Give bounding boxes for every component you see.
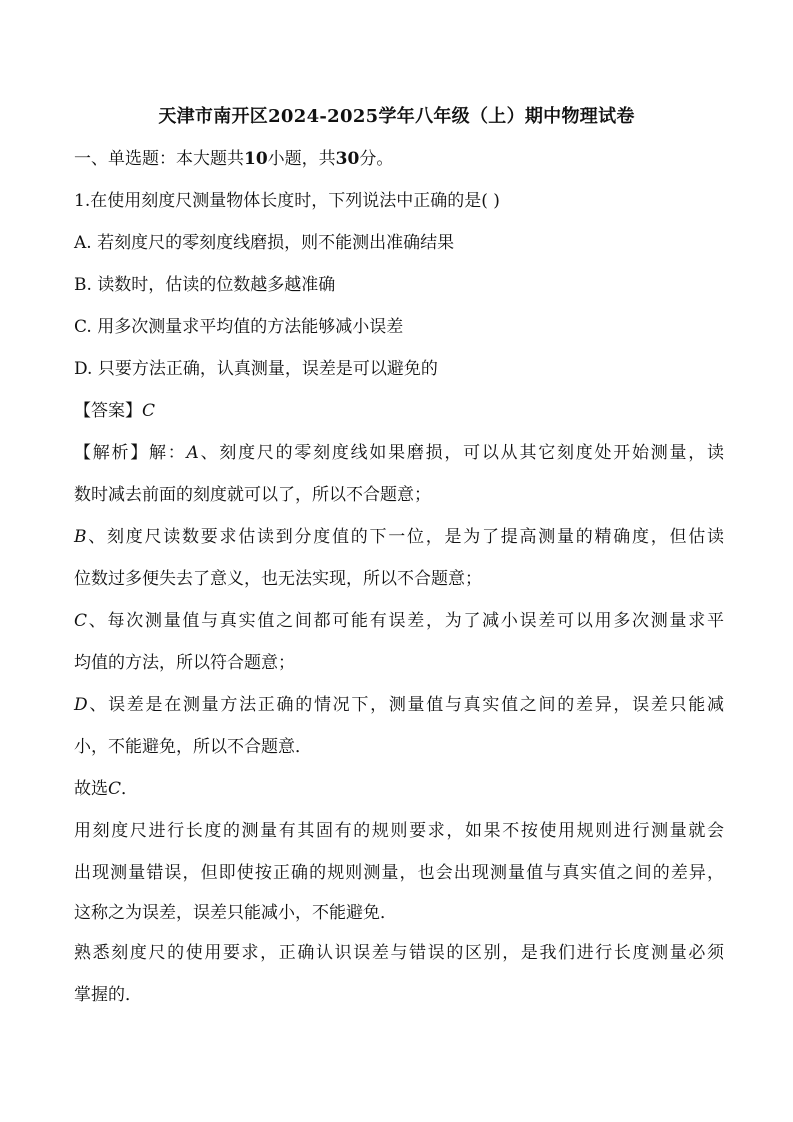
analysis-c-letter: C xyxy=(74,611,88,631)
answer-label: 【答案】 xyxy=(74,401,142,421)
summary-line-1: 用刻度尺进行长度的测量有其固有的规则要求，如果不按使用规则进行测量就会 xyxy=(74,821,724,841)
summary-line-3: 这称之为误差，误差只能减小，不能避免． xyxy=(74,903,397,923)
choose-suffix: ． xyxy=(121,779,139,799)
option-b: B. 读数时，估读的位数越多越准确 xyxy=(74,275,336,295)
answer-value: C xyxy=(142,401,156,421)
total-score: 30 xyxy=(335,149,360,169)
analysis-a-line-1 xyxy=(74,440,724,466)
tip-line-2: 掌握的． xyxy=(74,985,142,1005)
question-stem: 1.在使用刻度尺测量物体长度时，下列说法中正确的是( ) xyxy=(74,191,500,211)
analysis-d-letter: D xyxy=(74,695,88,715)
analysis-b-line-1 xyxy=(74,524,724,550)
section-heading xyxy=(74,146,724,172)
option-a: A. 若刻度尺的零刻度线磨损，则不能测出准确结果 xyxy=(74,233,455,253)
answer-line xyxy=(74,398,724,424)
section-prefix: 一、单选题：本大题共 xyxy=(74,149,244,169)
option-c: C. 用多次测量求平均值的方法能够减小误差 xyxy=(74,317,404,337)
exam-title: 天津市南开区2024-2025学年八年级（上）期中物理试卷 xyxy=(158,106,635,127)
analysis-label: 【解析】 xyxy=(74,443,150,463)
analysis-c-line-1 xyxy=(74,608,724,634)
analysis-a-letter: A xyxy=(186,443,199,463)
analysis-c-line-2: 均值的方法，所以符合题意； xyxy=(74,653,295,673)
option-d: D. 只要方法正确，认真测量，误差是可以避免的 xyxy=(74,359,438,379)
question-count: 10 xyxy=(244,149,268,169)
section-mid: 小题，共 xyxy=(267,149,336,169)
tip-line-1: 熟悉刻度尺的使用要求，正确认识误差与错误的区别，是我们进行长度测量必须 xyxy=(74,943,724,963)
summary-line-2: 出现测量错误，但即使按正确的规则测量，也会出现测量值与真实值之间的差异， xyxy=(74,863,724,883)
analysis-a-text: 、刻度尺的零刻度线如果磨损，可以从其它刻度处开始测量，读 xyxy=(198,443,725,463)
analysis-d-line-1 xyxy=(74,692,724,718)
analysis-c-text: 、每次测量值与真实值之间都可能有误差，为了减小误差可以用多次测量求平 xyxy=(87,611,724,631)
section-suffix: 分。 xyxy=(359,149,394,169)
analysis-b-letter: B xyxy=(74,527,87,547)
analysis-b-line-2: 位数过多便失去了意义，也无法实现，所以不合题意； xyxy=(74,569,482,589)
choose-letter: C xyxy=(108,779,122,799)
analysis-d-line-2: 小，不能避免，所以不合题意． xyxy=(74,737,312,757)
analysis-d-text: 、误差是在测量方法正确的情况下，测量值与真实值之间的差异，误差只能减 xyxy=(87,695,724,715)
analysis-a-line-2: 数时减去前面的刻度就可以了，所以不合题意； xyxy=(74,485,431,505)
choose-line xyxy=(74,776,724,802)
analysis-intro: 解： xyxy=(149,443,187,463)
analysis-b-text: 、刻度尺读数要求估读到分度值的下一位，是为了提高测量的精确度，但估读 xyxy=(86,527,724,547)
choose-prefix: 故选 xyxy=(74,779,108,799)
